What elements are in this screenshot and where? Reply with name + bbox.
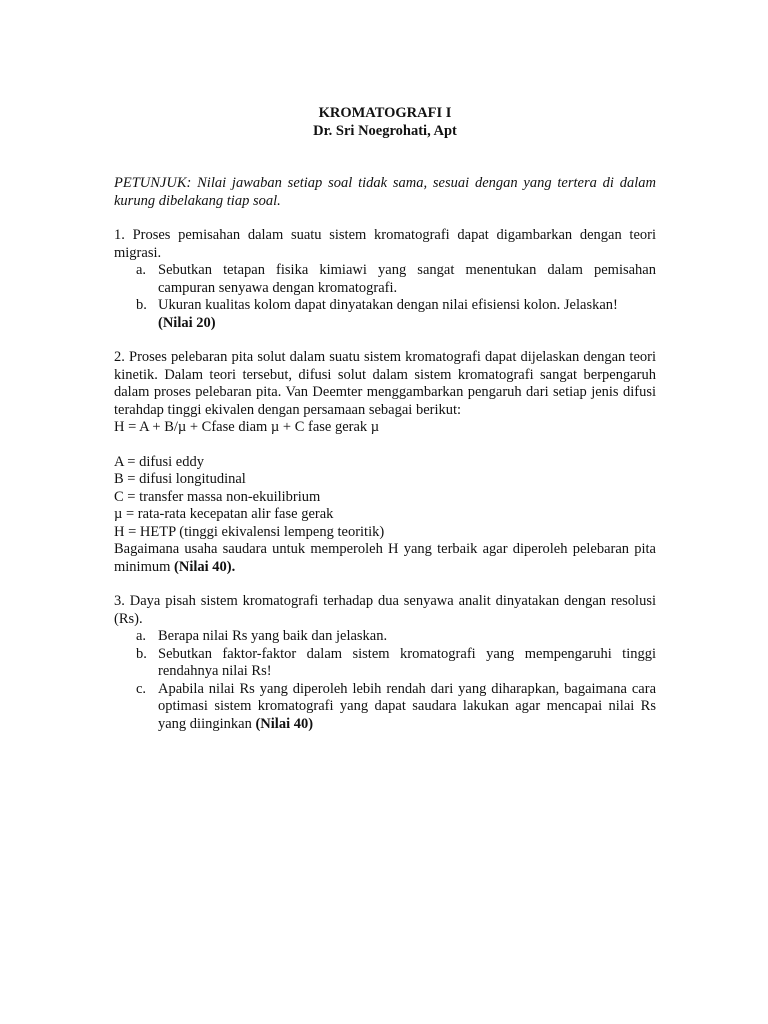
item-text: Berapa nilai Rs yang baik dan jelaskan.	[158, 628, 388, 644]
definition-mu: µ = rata-rata kecepatan alir fase gerak	[114, 506, 334, 522]
item-marker: c.	[136, 680, 147, 697]
question-1-item-a	[114, 262, 656, 297]
item-marker: b.	[136, 645, 147, 662]
question-3	[114, 593, 656, 733]
question-3-item-b	[114, 646, 656, 681]
item-text: Sebutkan tetapan fisika kimiawi yang sangat menentukan dalam pemisahan campuran senyawa dengan kromatografi.	[158, 262, 656, 296]
question-2-ask	[114, 541, 656, 576]
question-2	[114, 349, 656, 576]
spacer	[114, 437, 656, 454]
item-text: Apabila nilai Rs yang diperoleh lebih rendah dari yang diharapkan, bagaimana cara optimasi sistem kromatografi yang dapat saudara lakukan agar mencapai nilai Rs yang diinginkan	[158, 680, 656, 732]
score-label: (Nilai 40).	[174, 558, 236, 575]
van-deemter-equation: H = A + B/µ + Cfase diam µ + C fase gerak µ	[114, 419, 380, 435]
item-marker: a.	[136, 628, 147, 644]
question-1-text: 1. Proses pemisahan dalam suatu sistem kromatografi dapat digambarkan dengan teori migrasi.	[114, 227, 656, 261]
definition-c: C = transfer massa non-ekuilibrium	[114, 488, 321, 505]
score-label: (Nilai 40)	[255, 715, 314, 732]
question-1	[114, 227, 656, 332]
item-marker: a.	[136, 262, 147, 278]
document-author: Dr. Sri Noegrohati, Apt	[313, 122, 457, 139]
definition-h: H = HETP (tinggi ekivalensi lempeng teoritik)	[114, 523, 385, 540]
question-3-text: 3. Daya pisah sistem kromatografi terhadap dua senyawa analit dinyatakan dengan resolusi (Rs).	[114, 593, 656, 627]
question-3-item-c	[114, 681, 656, 734]
question-3-subitems	[114, 628, 656, 733]
question-2-ask-text: Bagaimana usaha saudara untuk memperoleh H yang terbaik agar diperoleh pelebaran pita minimum	[114, 541, 656, 575]
definition-a: A = difusi eddy	[114, 453, 204, 470]
question-1-item-b	[114, 297, 656, 332]
document-title: KROMATOGRAFI I	[318, 105, 452, 121]
definition-b: B = difusi longitudinal	[114, 471, 246, 487]
item-marker: b.	[136, 297, 147, 313]
document-content	[114, 105, 656, 733]
question-3-item-a	[114, 628, 656, 646]
question-1-subitems	[114, 262, 656, 332]
question-2-text: 2. Proses pelebaran pita solut dalam suatu sistem kromatografi dapat dijelaskan dengan teori kinetik. Dalam teori tersebut, difusi solut dalam sistem kromatografi sangat berpengaruh dalam proses pelebaran pita. Van Deemter menggambarkan pengaruh dari setiap jenis difusi terahdap tinggi ekivalen dengan persamaan sebagai berikut:	[114, 349, 656, 418]
score-label: (Nilai 20)	[158, 314, 216, 331]
instructions: PETUNJUK: Nilai jawaban setiap soal tidak sama, sesuai dengan yang tertera di dalam kurung dibelakang tiap soal.	[114, 175, 656, 209]
item-text: Ukuran kualitas kolom dapat dinyatakan dengan nilai efisiensi kolon. Jelaskan!	[158, 297, 618, 313]
item-text: Sebutkan faktor-faktor dalam sistem kromatografi yang mempengaruhi tinggi rendahnya nilai Rs!	[158, 645, 656, 679]
